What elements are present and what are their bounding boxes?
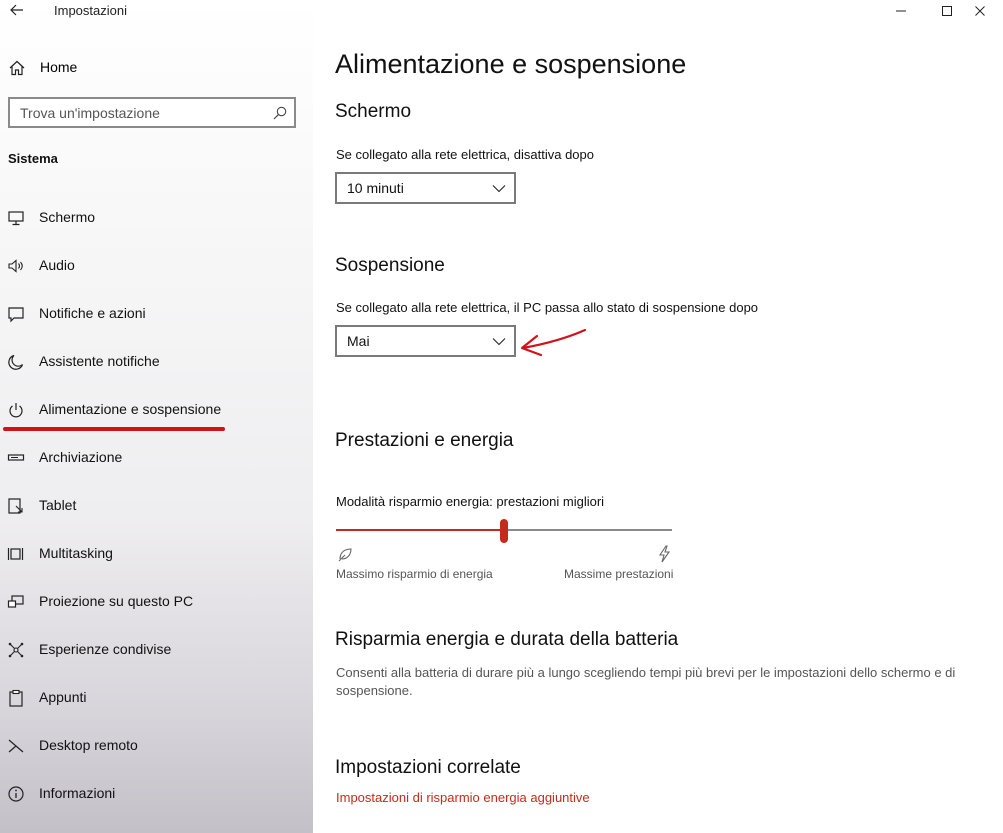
battery-description: Consenti alla batteria di durare più a lungo scegliendo tempi più brevi per le impostazioni dello schermo e di sospensione. [336, 665, 956, 698]
page-title: Alimentazione e sospensione [335, 49, 687, 79]
sidebar-item-audio[interactable] [0, 253, 313, 301]
leaf-icon [337, 546, 353, 562]
sidebar-item-label: Notifiche e azioni [39, 305, 146, 321]
home-icon [8, 59, 26, 77]
sidebar-item-label: Multitasking [39, 545, 113, 561]
sidebar-item-label: Tablet [39, 497, 77, 513]
slider-thumb[interactable] [500, 519, 508, 543]
sidebar-item-home[interactable] [0, 56, 313, 80]
screen-timeout-dropdown[interactable] [335, 172, 516, 204]
sidebar-item-tablet[interactable] [0, 493, 313, 541]
sidebar-item-label: Proiezione su questo PC [39, 593, 194, 609]
projection-icon [7, 593, 25, 611]
power-mode-slider[interactable] [336, 518, 672, 544]
chevron-down-icon [492, 334, 506, 348]
sidebar-item-label: Desktop remoto [39, 737, 138, 753]
sidebar-item-esperienze-condivise[interactable] [0, 637, 313, 685]
speaker-icon [7, 257, 25, 275]
sidebar-item-appunti[interactable] [0, 685, 313, 733]
power-icon [7, 401, 25, 419]
sidebar-item-archiviazione[interactable] [0, 445, 313, 493]
sidebar-item-proiezione[interactable] [0, 589, 313, 637]
sidebar-item-label: Schermo [39, 209, 96, 225]
sidebar-item-schermo[interactable] [0, 205, 313, 253]
shared-experiences-icon [7, 641, 25, 659]
annotation-underline [3, 427, 225, 431]
search-icon[interactable] [272, 105, 288, 121]
sidebar-item-label: Informazioni [39, 785, 116, 801]
sleep-timeout-label: Se collegato alla rete elettrica, il PC passa allo stato di sospensione dopo [336, 300, 759, 315]
notification-icon [7, 305, 25, 323]
monitor-icon [7, 209, 25, 227]
sidebar-item-label: Alimentazione e sospensione [39, 401, 222, 417]
chevron-down-icon [492, 181, 506, 195]
slider-min-label: Massimo risparmio di energia [336, 567, 493, 581]
screen-timeout-label: Se collegato alla rete elettrica, disattiva dopo [336, 147, 594, 162]
additional-power-settings-link[interactable]: Impostazioni di risparmio energia aggiuntive [336, 790, 590, 805]
remote-desktop-icon [7, 737, 25, 755]
slider-fill [336, 529, 504, 531]
slider-max-label: Massime prestazioni [564, 567, 674, 581]
sidebar-item-label: Archiviazione [39, 449, 123, 465]
sidebar-item-multitasking[interactable] [0, 541, 313, 589]
tablet-icon [7, 497, 25, 515]
main-content [313, 0, 1003, 833]
multitasking-icon [7, 545, 25, 563]
app-title: Impostazioni [54, 3, 127, 18]
sleep-timeout-value: Mai [347, 333, 370, 349]
sleep-heading: Sospensione [335, 255, 445, 276]
info-icon [7, 785, 25, 803]
lightning-icon [656, 545, 672, 563]
sidebar [0, 0, 313, 833]
sidebar-item-label: Home [40, 59, 78, 75]
sidebar-item-desktop-remoto[interactable] [0, 733, 313, 781]
sidebar-item-label: Assistente notifiche [39, 353, 160, 369]
sidebar-item-label: Appunti [39, 689, 87, 705]
back-arrow-icon [10, 4, 24, 16]
sidebar-item-label: Audio [39, 257, 75, 273]
sidebar-item-assistente-notifiche[interactable] [0, 349, 313, 397]
search-box[interactable] [8, 97, 296, 128]
storage-icon [7, 449, 25, 467]
sidebar-item-alimentazione[interactable] [0, 397, 313, 445]
clipboard-icon [7, 689, 25, 707]
screen-heading: Schermo [335, 101, 412, 122]
sidebar-item-label: Esperienze condivise [39, 641, 172, 657]
search-input[interactable] [20, 104, 260, 122]
screen-timeout-value: 10 minuti [347, 180, 404, 196]
sidebar-item-notifiche[interactable] [0, 301, 313, 349]
sidebar-nav [0, 205, 313, 829]
related-settings-heading: Impostazioni correlate [335, 757, 521, 778]
power-mode-label: Modalità risparmio energia: prestazioni migliori [336, 494, 605, 509]
sidebar-item-informazioni[interactable] [0, 781, 313, 829]
section-title: Sistema [8, 151, 58, 166]
battery-heading: Risparmia energia e durata della batteria [335, 629, 679, 650]
performance-heading: Prestazioni e energia [335, 430, 514, 451]
annotation-arrow [517, 322, 589, 362]
moon-icon [7, 353, 25, 371]
sleep-timeout-dropdown[interactable] [335, 325, 516, 357]
back-button[interactable] [6, 0, 28, 20]
